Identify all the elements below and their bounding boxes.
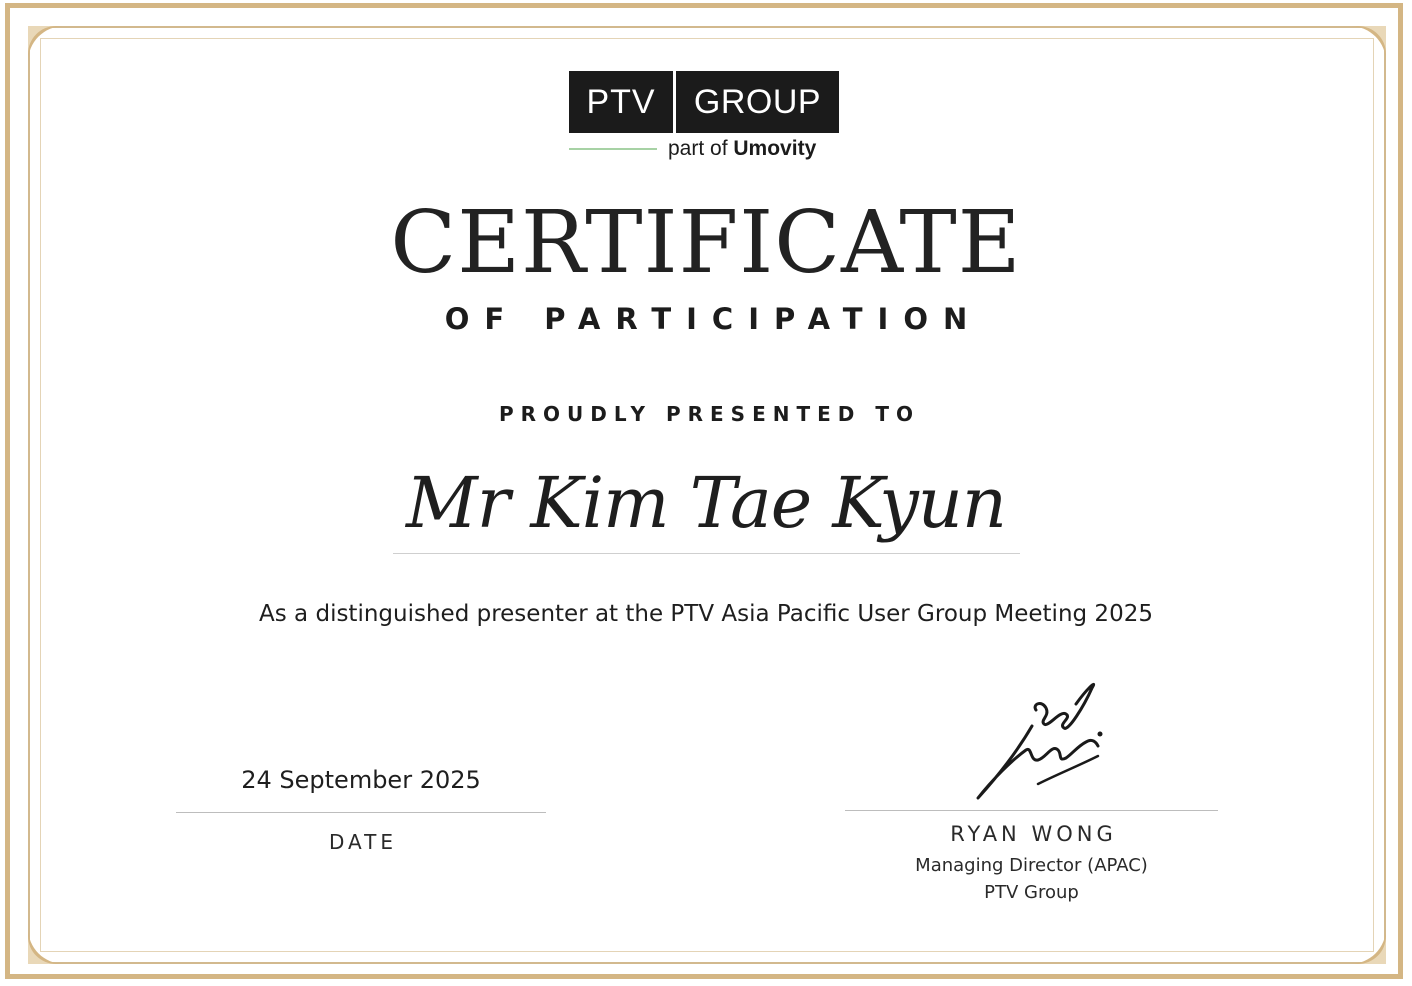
logo-tagline [668, 137, 843, 163]
signatory-title: Managing Director (APAC) [915, 855, 1148, 876]
date-label: DATE [328, 830, 398, 854]
corner-ornament-icon [28, 26, 64, 62]
recipient-name: Mr Kim Tae Kyun [406, 462, 1006, 544]
signatory-organization: PTV Group [984, 882, 1079, 903]
corner-ornament-icon [28, 928, 64, 964]
logo-brand-left: PTV [586, 82, 656, 121]
date-rule [176, 812, 546, 813]
certificate-title: CERTIFICATE [390, 193, 1022, 293]
corner-ornament-icon [1350, 928, 1386, 964]
logo-tagline-prefix: part of [668, 137, 728, 160]
logo-tagline-brand: Umovity [733, 137, 817, 160]
logo-brand-right: GROUP [693, 82, 822, 121]
ptv-group-logo [569, 71, 839, 133]
recipient-underline [393, 553, 1020, 554]
logo-accent-rule [569, 148, 657, 150]
certificate-description: As a distinguished presenter at the PTV Asia Pacific User Group Meeting 2025 [259, 601, 1153, 627]
presented-to-label: PROUDLY PRESENTED TO [498, 402, 920, 426]
date-value: 24 September 2025 [241, 766, 481, 794]
certificate-subtitle: OF PARTICIPATION [444, 302, 983, 336]
signature-icon [968, 680, 1108, 804]
corner-ornament-icon [1350, 26, 1386, 62]
signatory-name: RYAN WONG [950, 822, 1117, 846]
signature-rule [845, 810, 1218, 811]
